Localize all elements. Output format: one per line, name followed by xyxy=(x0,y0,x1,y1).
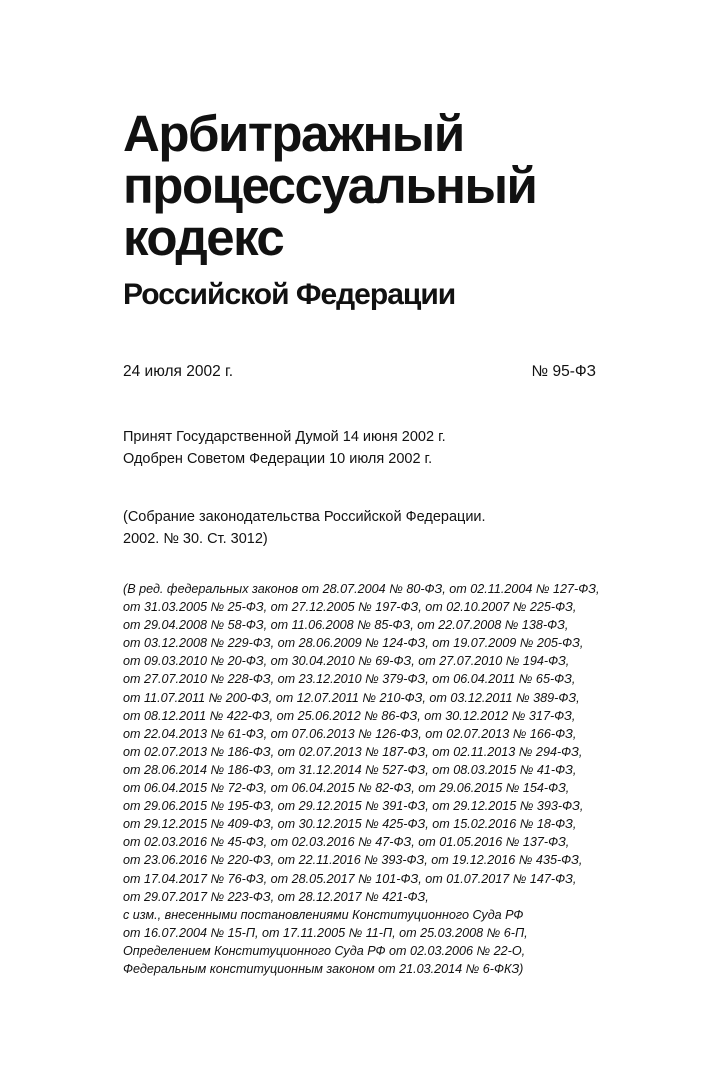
amendment-line: от 23.06.2016 № 220-ФЗ, от 22.11.2016 № 393-ФЗ, от 19.12.2016 № 435-ФЗ, xyxy=(123,853,583,868)
amendment-line: Определением Конституционного Суда РФ от 02.03.2006 № 22-О, xyxy=(123,943,526,958)
amendment-line: от 16.07.2004 № 15-П, от 17.11.2005 № 11-П, от 25.03.2008 № 6-П, xyxy=(123,925,528,940)
source-line: 2002. № 30. Ст. 3012) xyxy=(123,531,268,547)
amendment-line: от 31.03.2005 № 25-ФЗ, от 27.12.2005 № 197-ФЗ, от 02.10.2007 № 225-ФЗ, xyxy=(123,600,577,615)
title-line: Арбитражный xyxy=(123,105,464,162)
adoption-line: Одобрен Советом Федерации 10 июля 2002 г. xyxy=(123,451,433,467)
document-number: № 95-ФЗ xyxy=(531,363,596,380)
document-title xyxy=(123,105,683,312)
amendment-line: от 11.07.2011 № 200-ФЗ, от 12.07.2011 № 210-ФЗ, от 03.12.2011 № 389-ФЗ, xyxy=(123,690,580,705)
amendment-line: от 08.12.2011 № 422-ФЗ, от 25.06.2012 № 86-ФЗ, от 30.12.2012 № 317-ФЗ, xyxy=(123,708,576,723)
adoption-info xyxy=(123,426,446,470)
title-line: процессуальный xyxy=(123,157,537,214)
amendments-list xyxy=(123,580,623,978)
amendment-line: от 09.03.2010 № 20-ФЗ, от 30.04.2010 № 69-ФЗ, от 27.07.2010 № 194-ФЗ, xyxy=(123,654,570,669)
amendment-line: Федеральным конституционным законом от 21.03.2014 № 6-ФКЗ) xyxy=(123,961,524,976)
amendment-line: (В ред. федеральных законов от 28.07.2004 № 80-ФЗ, от 02.11.2004 № 127-ФЗ, xyxy=(123,582,600,596)
amendment-line: с изм., внесенными постановлениями Конституционного Суда РФ xyxy=(123,907,524,922)
publication-source xyxy=(123,506,486,550)
document-date: 24 июля 2002 г. xyxy=(123,363,234,380)
amendment-line: от 03.12.2008 № 229-ФЗ, от 28.06.2009 № 124-ФЗ, от 19.07.2009 № 205-ФЗ, xyxy=(123,636,584,651)
amendment-line: от 29.04.2008 № 58-ФЗ, от 11.06.2008 № 85-ФЗ, от 22.07.2008 № 138-ФЗ, xyxy=(123,618,569,633)
amendment-line: от 29.07.2017 № 223-ФЗ, от 28.12.2017 № 421-ФЗ, xyxy=(123,889,429,904)
amendment-line: от 02.07.2013 № 186-ФЗ, от 02.07.2013 № 187-ФЗ, от 02.11.2013 № 294-ФЗ, xyxy=(123,744,583,759)
amendment-line: от 17.04.2017 № 76-ФЗ, от 28.05.2017 № 101-ФЗ, от 01.07.2017 № 147-ФЗ, xyxy=(123,871,577,886)
document-subtitle: Российской Федерации xyxy=(123,278,456,311)
source-line: (Собрание законодательства Российской Федерации. xyxy=(123,509,486,525)
amendment-line: от 29.06.2015 № 195-ФЗ, от 29.12.2015 № 391-ФЗ, от 29.12.2015 № 393-ФЗ, xyxy=(123,799,584,814)
amendment-line: от 29.12.2015 № 409-ФЗ, от 30.12.2015 № 425-ФЗ, от 15.02.2016 № 18-ФЗ, xyxy=(123,817,577,832)
title-line: кодекс xyxy=(123,209,284,266)
amendment-line: от 28.06.2014 № 186-ФЗ, от 31.12.2014 № 527-ФЗ, от 08.03.2015 № 41-ФЗ, xyxy=(123,762,577,777)
amendment-line: от 27.07.2010 № 228-ФЗ, от 23.12.2010 № 379-ФЗ, от 06.04.2011 № 65-ФЗ, xyxy=(123,672,576,687)
amendment-line: от 22.04.2013 № 61-ФЗ, от 07.06.2013 № 126-ФЗ, от 02.07.2013 № 166-ФЗ, xyxy=(123,726,577,741)
amendment-line: от 02.03.2016 № 45-ФЗ, от 02.03.2016 № 47-ФЗ, от 01.05.2016 № 137-ФЗ, xyxy=(123,835,570,850)
amendment-line: от 06.04.2015 № 72-ФЗ, от 06.04.2015 № 82-ФЗ, от 29.06.2015 № 154-ФЗ, xyxy=(123,781,570,796)
adoption-line: Принят Государственной Думой 14 июня 2002 г. xyxy=(123,429,446,445)
